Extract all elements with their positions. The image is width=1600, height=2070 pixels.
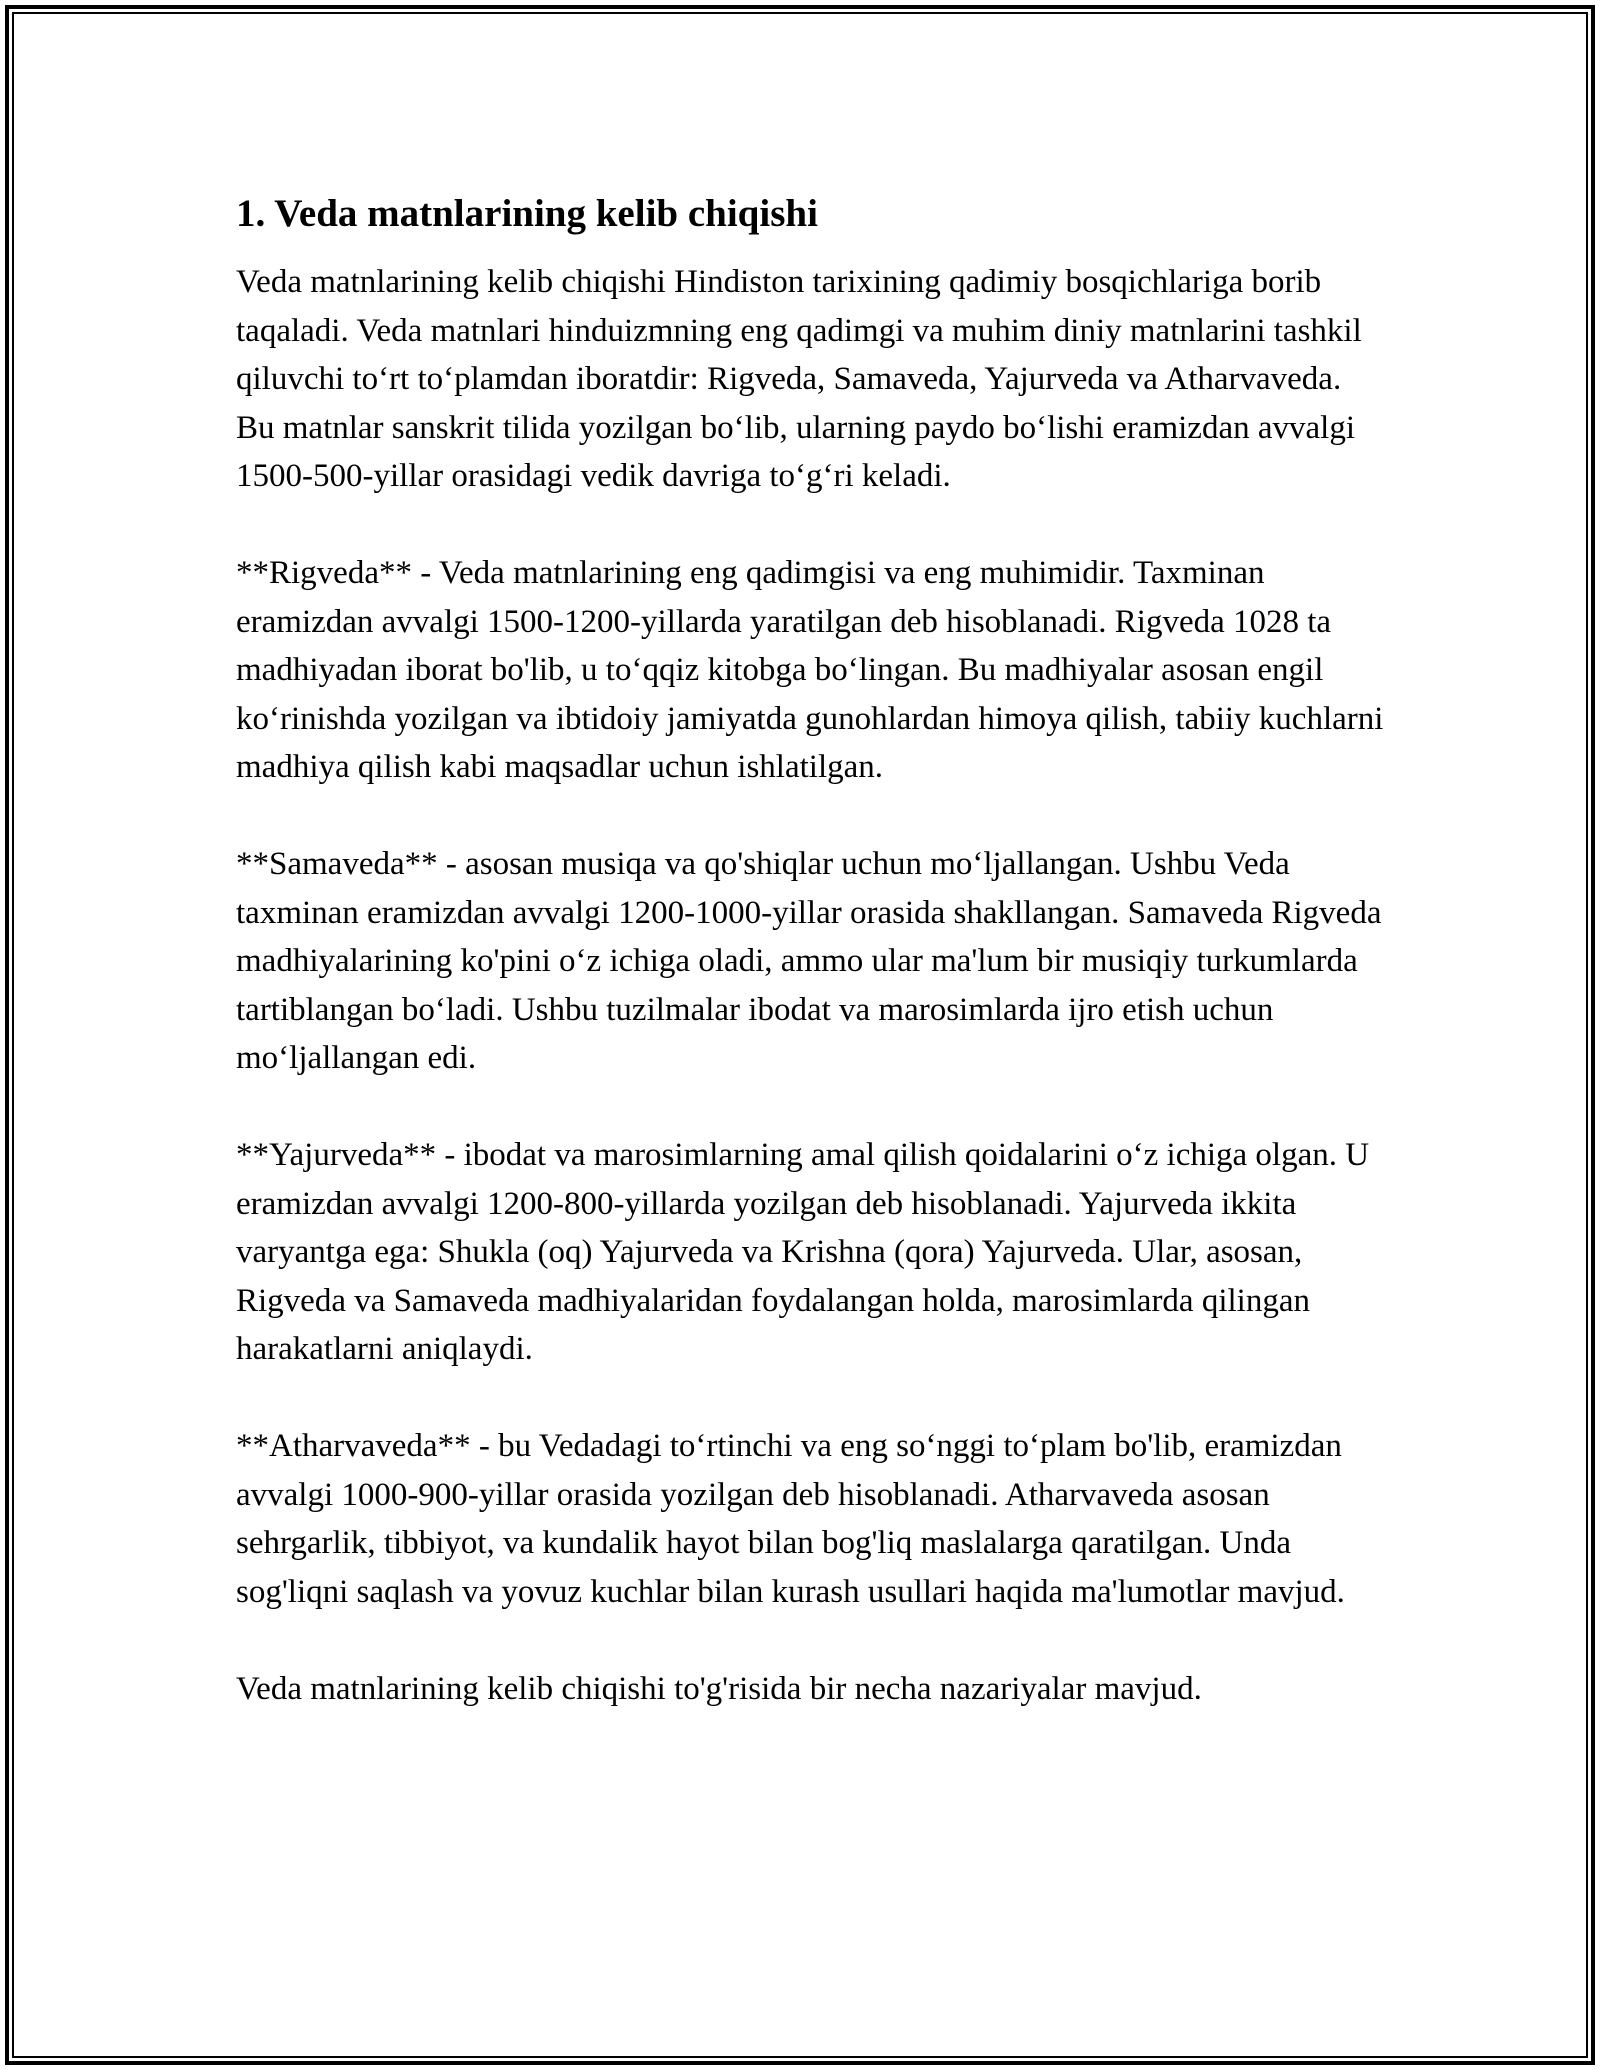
section-heading: 1. Veda matnlarining kelib chiqishi [236,192,818,235]
paragraph-rigveda: **Rigveda** - Veda matnlarining eng qadimgisi va eng muhimidir. Taxminan eramizdan avvalgi 1500-1200-yillarda yaratilgan deb hisoblanadi. Rigveda 1028 ta madhiyadan iborat bo'lib, u to‘qqiz kitobga bo‘lingan. Bu madhiyalar asosan engil ko‘rinishda yozilgan va ibtidoiy jamiyatda gunohlardan himoya qilish, tabiiy kuchlarni madhiya qilish kabi maqsadlar uchun ishlatilgan. [236,555,1384,785]
paragraph-samaveda: **Samaveda** - asosan musiqa va qo'shiqlar uchun mo‘ljallangan. Ushbu Veda taxminan eramizdan avvalgi 1200-1000-yillar orasida shakllangan. Samaveda Rigveda madhiyalarining ko'pini o‘z ichiga oladi, ammo ular ma'lum bir musiqiy turkumlarda tartiblangan bo‘ladi. Ushbu tuzilmalar ibodat va marosimlarda ijro etish uchun mo‘ljallangan edi. [236,846,1382,1076]
document-body [236,188,1386,1762]
paragraph-intro: Veda matnlarining kelib chiqishi Hindiston tarixining qadimiy bosqichlariga borib taqaladi. Veda matnlari hinduizmning eng qadimgi va muhim diniy matnlarini tashkil qiluvchi to‘rt to‘plamdan iboratdir: Rigveda, Samaveda, Yajurveda va Atharvaveda. Bu matnlar sanskrit tilida yozilgan bo‘lib, ularning paydo bo‘lishi eramizdan avvalgi 1500-500-yillar orasidagi vedik davriga to‘g‘ri keladi. [236,264,1362,494]
paragraph-yajurveda: **Yajurveda** - ibodat va marosimlarning amal qilish qoidalarini o‘z ichiga olgan. U eramizdan avvalgi 1200-800-yillarda yozilgan deb hisoblanadi. Yajurveda ikkita varyantga ega: Shukla (oq) Yajurveda va Krishna (qora) Yajurveda. Ular, asosan, Rigveda va Samaveda madhiyalaridan foydalangan holda, marosimlarda qilingan harakatlarni aniqlaydi. [236,1137,1370,1367]
paragraph-conclusion: Veda matnlarining kelib chiqishi to'g'risida bir necha nazariyalar mavjud. [236,1670,1202,1707]
paragraph-atharvaveda: **Atharvaveda** - bu Vedadagi to‘rtinchi va eng so‘nggi to‘plam bo'lib, eramizdan avvalgi 1000-900-yillar orasida yozilgan deb hisoblanadi. Atharvaveda asosan sehrgarlik, tibbiyot, va kundalik hayot bilan bog'liq maslalarga qaratilgan. Unda sog'liqni saqlash va yovuz kuchlar bilan kurash usullari haqida ma'lumotlar mavjud. [236,1428,1345,1610]
